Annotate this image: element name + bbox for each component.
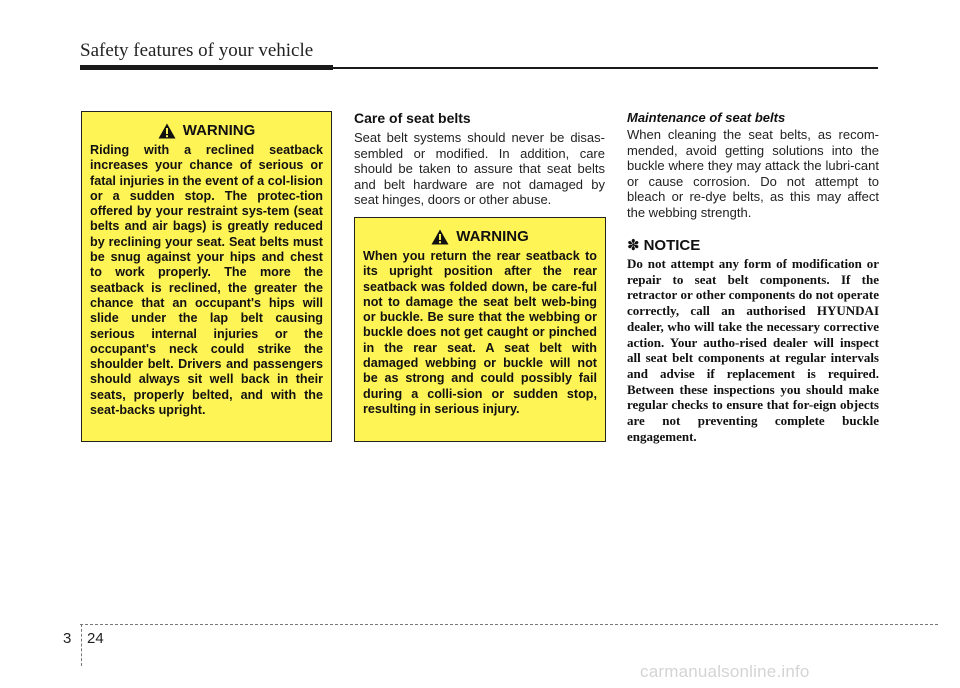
header-rule-thin xyxy=(333,67,878,69)
chapter-number: 3 xyxy=(63,630,72,647)
page-title: Safety features of your vehicle xyxy=(80,40,314,61)
warning-box-reclined-seatback xyxy=(81,111,332,442)
header-rule-thick xyxy=(80,65,333,70)
page-number: 24 xyxy=(87,630,104,647)
footer-rule xyxy=(80,624,938,625)
warning-header xyxy=(90,122,323,139)
maintenance-text: When cleaning the seat belts, as recom-mended, avoid getting solutions into the buckle where they may attack the lubri-cant or cause corrosion. Do not attempt to bleach or re-dye belts, as this may affect the webbing strength. xyxy=(627,127,879,220)
warning-triangle-icon xyxy=(158,123,176,139)
warning-text: Riding with a reclined seatback increases your chance of serious or fatal injuries in the event of a col-lision or a sudden stop. The protec-tion offered by your restraint sys-tem (seat belts and air bags) is greatly reduced by reclining your seat. Seat belts must be snug against your hips and chest to work properly. The more the seatback is reclined, the greater the chance that an occupant's hips will slide under the lap belt causing serious internal injuries or the occupant's neck could strike the shoulder belt. Drivers and passengers should always sit well back in their seats, properly belted, and with the seat-backs upright. xyxy=(90,143,323,418)
warning-box-rear-seatback xyxy=(354,217,606,442)
watermark: carmanualsonline.info xyxy=(640,662,810,681)
warning-title: WARNING xyxy=(182,122,256,139)
footer-divider xyxy=(81,624,82,666)
warning-header xyxy=(363,228,597,245)
notice-heading xyxy=(627,236,700,254)
warning-text: When you return the rear seatback to its upright position after the rear seatback was folded down, be care-ful not to damage the seat belt web-bing or buckle. Be sure that the webbing or buckle does not get caught or pinched in the rear seat. A seat belt with damaged webbing or buckle will not be as strong and could possibly fail during a colli-sion or sudden stop, resulting in serious injury. xyxy=(363,249,597,416)
notice-text: Do not attempt any form of modification or repair to seat belt components. If the retractor or other components do not operate correctly, call an authorised HYUNDAI dealer, who will take the necessary corrective action. Your autho-rised dealer will inspect all seat belt components at regular intervals and advise if replacement is required. Between these inspections you should make regular checks to ensure that for-eign objects are not preventing complete buckle engagement. xyxy=(627,256,879,444)
notice-title: NOTICE xyxy=(643,236,701,254)
care-heading: Care of seat belts xyxy=(354,110,471,126)
warning-title: WARNING xyxy=(456,228,529,245)
notice-icon: ✽ xyxy=(627,237,640,254)
care-text: Seat belt systems should never be disas-sembled or modified. In addition, care should be taken to assure that seat belts and belt hardware are not damaged by seat hinges, doors or other abuse. xyxy=(354,130,605,207)
warning-triangle-icon xyxy=(431,229,449,245)
maintenance-heading: Maintenance of seat belts xyxy=(627,110,786,125)
